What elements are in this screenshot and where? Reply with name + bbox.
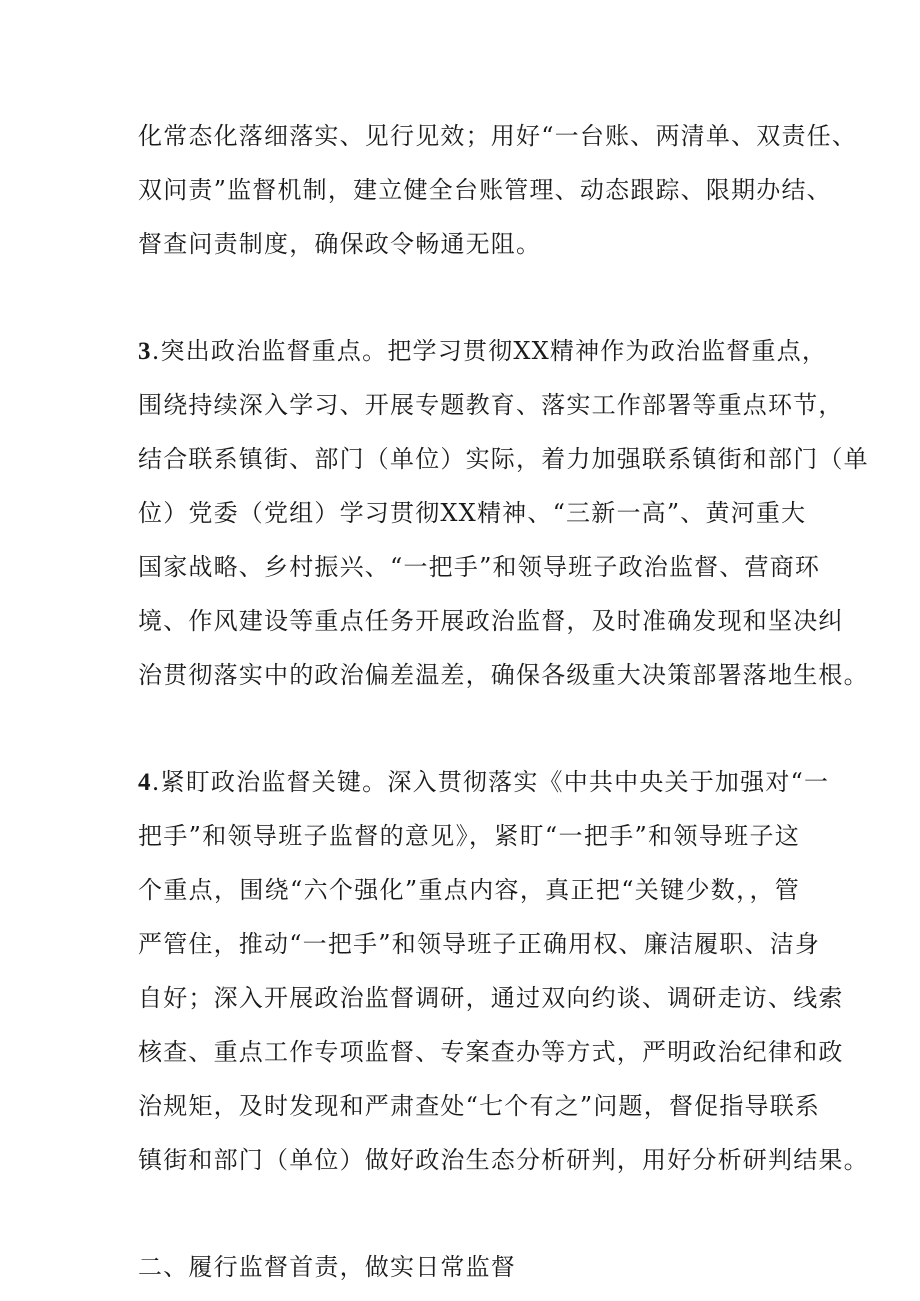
text-line: 严管住，推动“一把手”和领导班子正确用权、廉洁履职、洁身: [138, 930, 821, 958]
text-line: 个重点，围绕“六个强化”重点内容，真正把“关键少数，，管: [138, 876, 800, 904]
text-line: .突出政治监督重点。把学习贯彻XX精神作为政治监督重点，: [151, 337, 828, 365]
text-line: 治贯彻落实中的政治偏差温差，确保各级重大决策部署落地生根。: [138, 661, 869, 689]
text-line: 化常态化落细落实、见行见效；用好“一台账、两清单、双责任、: [138, 122, 858, 150]
item-number: 4: [138, 769, 152, 796]
item-3-first-line: [138, 336, 828, 367]
text-line: 自好；深入开展政治监督调研，通过双向约谈、调研走访、线索: [138, 984, 844, 1012]
text-line: 把手”和领导班子监督的意见》，紧盯“一把手”和领导班子这: [138, 822, 800, 850]
item-4-first-line: [138, 767, 830, 798]
section-heading: 二、履行监督首责，做实日常监督: [138, 1253, 516, 1281]
text-line: 境、作风建设等重点任务开展政治监督，及时准确发现和坚决纠: [138, 607, 844, 635]
item-number: 3: [138, 338, 152, 365]
text-line: 治规矩，及时发现和严肃查处“七个有之”问题，督促指导联系: [138, 1092, 821, 1120]
text-line: 镇街和部门（单位）做好政治生态分析研判，用好分析研判结果。: [138, 1146, 869, 1174]
text-line: 结合联系镇街、部门（单位）实际，着力加强联系镇街和部门（单: [138, 445, 869, 473]
text-line: 位）党委（党组）学习贯彻XX精神、“三新一高”、黄河重大: [138, 499, 807, 527]
text-line: 督查问责制度，确保政令畅通无阻。: [138, 230, 542, 258]
text-line: .紧盯政治监督关键。深入贯彻落实《中共中央关于加强对“一: [151, 768, 830, 796]
text-line: 国家战略、乡村振兴、“一把手”和领导班子政治监督、营商环: [138, 553, 821, 581]
text-line: 围绕持续深入学习、开展专题教育、落实工作部署等重点环节，: [138, 391, 844, 419]
text-line: 双问责”监督机制，建立健全台账管理、动态跟踪、限期办结、: [138, 176, 832, 204]
text-line: 核查、重点工作专项监督、专案查办等方式，严明政治纪律和政: [138, 1038, 844, 1066]
